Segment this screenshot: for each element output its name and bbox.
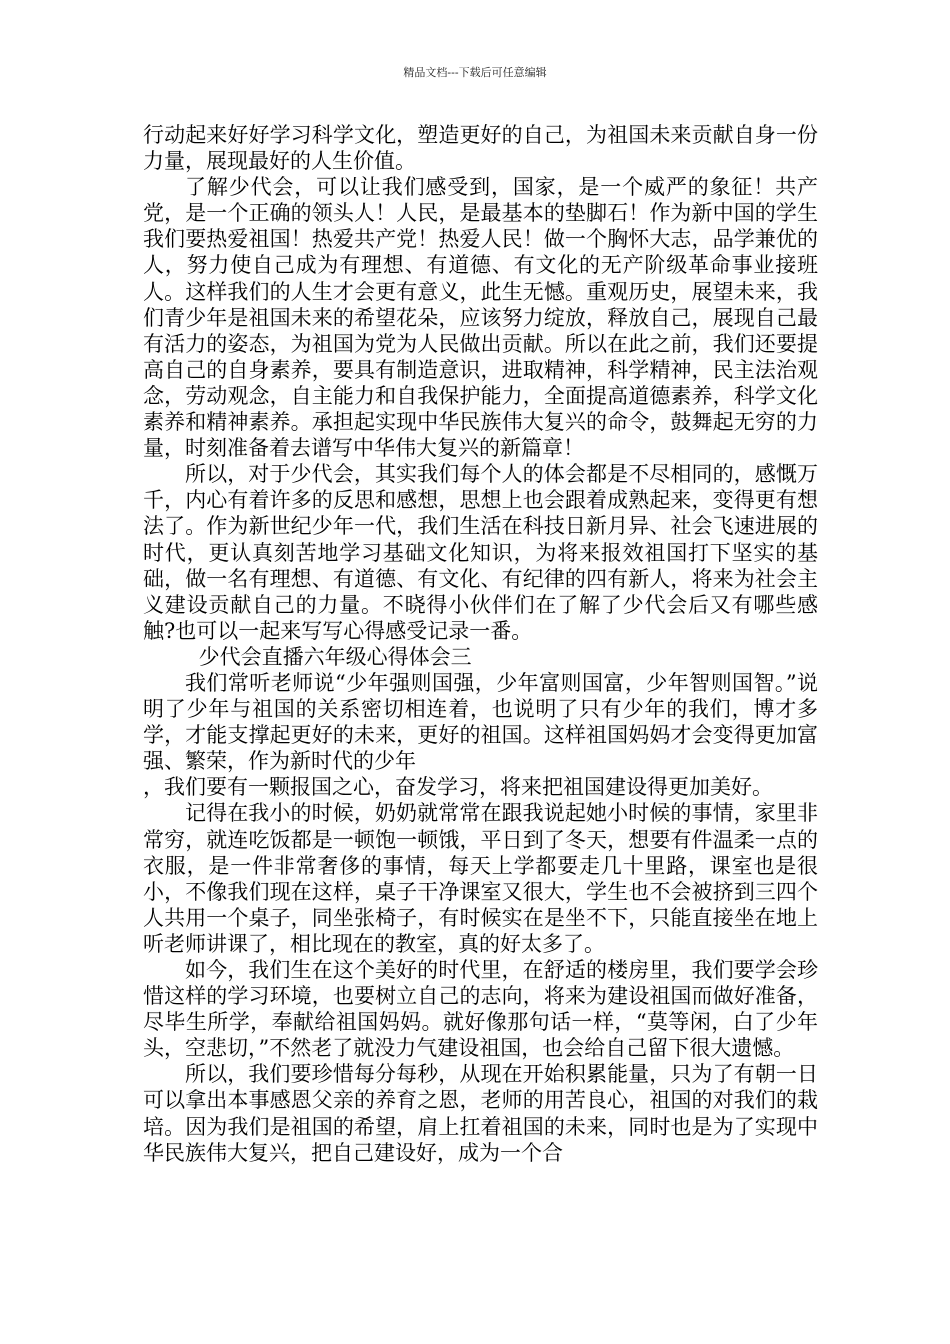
paragraph: 记得在我小的时候，奶奶就常常在跟我说起她小时候的事情，家里非常穷，就连吃饭都是一顿饱一顿饿，平日到了冬天，想要有件温柔一点的衣服，是一件非常奢侈的事情，每天上学都要走几十里路，课室也是很小，不像我们现在这样，桌子干净课室又很大，学生也不会被挤到三四个人共用一个桌子，同坐张椅子，有时候实在是坐不下，只能直接坐在地上听老师讲课了，相比现在的教室，真的好太多了。	[143, 801, 818, 956]
paragraph-continuation: ，我们要有一颗报国之心，奋发学习，将来把祖国建设得更加美好。	[143, 775, 773, 800]
paragraph: 所以，我们要珍惜每分每秒，从现在开始积累能量，只为了有朝一日可以拿出本事感恩父亲的养育之恩，老师的用苦良心，祖国的对我们的栽培。因为我们是祖国的希望，肩上扛着祖国的未来，同时也是为了实现中华民族伟大复兴，把自己建设好，成为一个合	[143, 1062, 818, 1165]
paragraph: 了解少代会，可以让我们感受到，国家，是一个威严的象征！共产党，是一个正确的领头人！人民，是最基本的垫脚石！作为新中国的学生我们要热爱祖国！热爱共产党！热爱人民！做一个胸怀大志，品学兼优的人，努力使自己成为有理想、有道德、有文化的无产阶级革命事业接班人。这样我们的人生才会更有意义，此生无憾。重观历史，展望未来，我们青少年是祖国未来的希望花朵，应该努力绽放，释放自己，展现自己最有活力的姿态，为祖国为党为人民做出贡献。所以在此之前，我们还要提高自己的自身素养，要具有制造意识，进取精神，科学精神，民主法治观念，劳动观念，自主能力和自我保护能力，全面提高道德素养，科学文化素养和精神素养。承担起实现中华民族伟大复兴的命令，鼓舞起无穷的力量，时刻准备着去谱写中华伟大复兴的新篇章！	[143, 175, 818, 461]
paragraph: 我们常听老师说“少年强则国强，少年富则国富，少年智则国智。”说明了少年与祖国的关系密切相连着，也说明了只有少年的我们，博才多学，才能支撑起更好的未来，更好的祖国。这样祖国妈妈才会变得更加富强、繁荣，作为新时代的少年	[143, 670, 818, 774]
paragraph: 所以，对于少代会，其实我们每个人的体会都是不尽相同的，感慨万千，内心有着许多的反思和感想，思想上也会跟着成熟起来，变得更有想法了。作为新世纪少年一代，我们生活在科技日新月异、社会飞速进展的时代，更认真刻苦地学习基础文化知识，为将来报效祖国打下坚实的基础，做一名有理想、有道德、有文化、有纪律的四有新人，将来为社会主义建设贡献自己的力量。不晓得小伙伴们在了解了少代会后又有哪些感触?也可以一起来写写心得感受记录一番。	[143, 462, 818, 643]
page-header: 精品文档---下载后可任意编辑	[403, 66, 547, 79]
section-heading: 少代会直播六年级心得体会三	[198, 644, 472, 669]
paragraph-continuation: 行动起来好好学习科学文化，塑造更好的自己，为祖国未来贡献自身一份力量，展现最好的人生价值。	[143, 123, 818, 174]
paragraph: 如今，我们生在这个美好的时代里，在舒适的楼房里，我们要学会珍惜这样的学习环境，也要树立自己的志向，将来为建设祖国而做好准备，尽毕生所学，奉献给祖国妈妈。就好像那句话一样，“莫等闲，白了少年头，空悲切，”不然老了就没力气建设祖国，也会给自己留下很大遗憾。	[143, 958, 818, 1061]
document-body	[143, 122, 818, 1166]
